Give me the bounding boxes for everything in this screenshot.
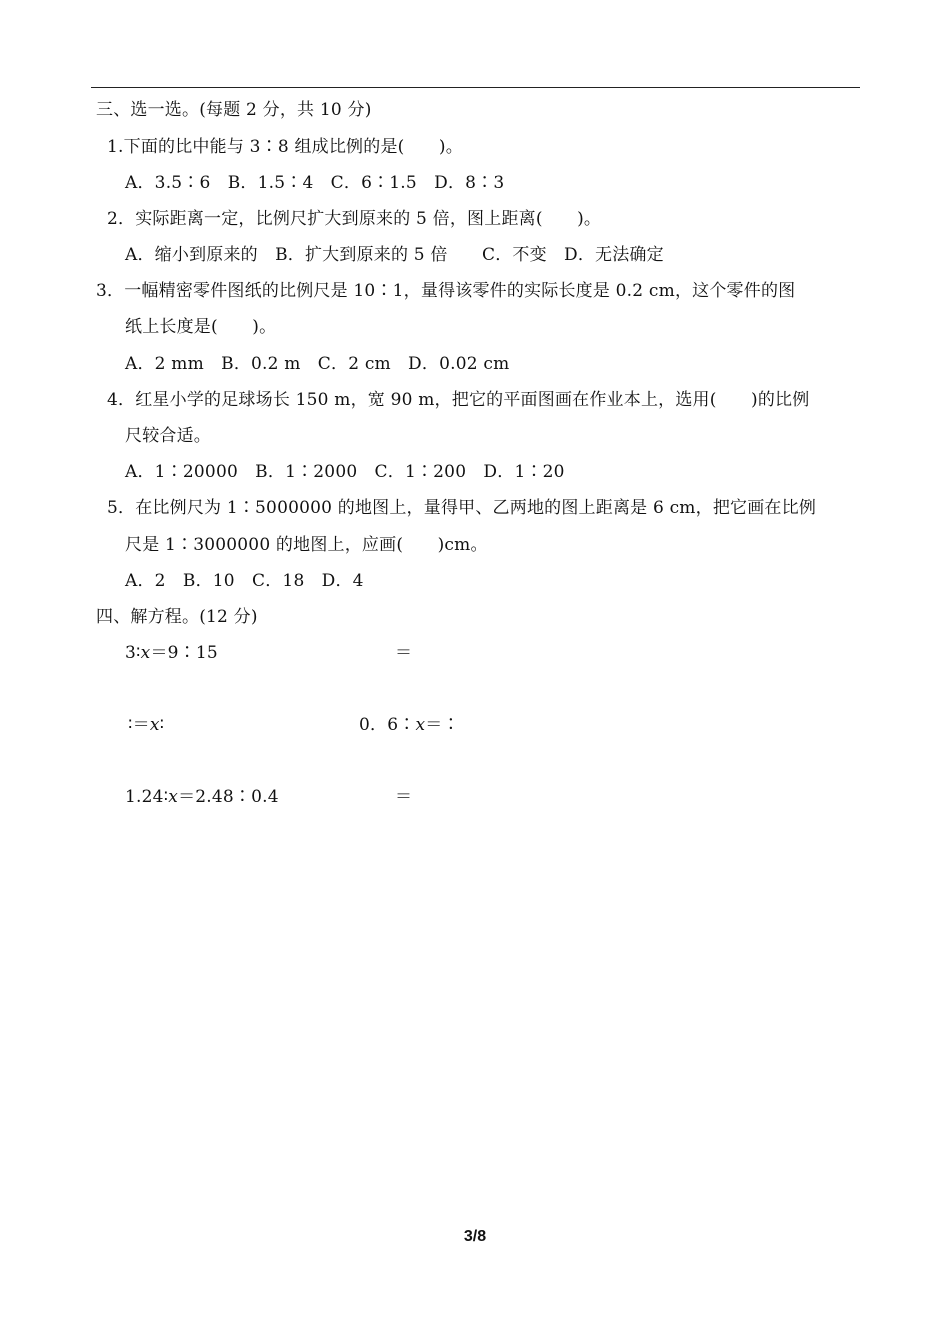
equation-1 [125,643,218,663]
question-4-options: A．1∶20000 B．1∶2000 C．1∶200 D．1∶20 [125,462,565,482]
question-1-options: A．3.5∶6 B．1.5∶4 C．6∶1.5 D．8∶3 [125,173,505,193]
equation-4 [359,715,460,735]
equation-5-variable: x [168,787,179,807]
header-rule [91,87,860,88]
equation-6-post: ＝ [395,787,413,807]
question-3-options: A．2 mm B．0.2 m C．2 cm D．0.02 cm [125,354,510,374]
section4-heading: 四、解方程。(12 分) [96,607,258,627]
equation-5 [125,787,279,807]
question-5-options: A．2 B．10 C．18 D．4 [125,571,364,591]
equation-5-post: ＝2.48∶0.4 [178,787,279,807]
equation-4-variable: x [415,715,426,735]
question-1-stem: 1.下面的比中能与 3∶8 组成比例的是( )。 [107,137,463,157]
question-5-stem-line1: 5．在比例尺为 1∶5000000 的地图上，量得甲、乙两地的图上距离是 6 cm，把它画在比例 [107,498,817,518]
question-2-stem: 2．实际距离一定，比例尺扩大到原来的 5 倍，图上距离( )。 [107,209,602,229]
question-3-stem-line2: 纸上长度是( )。 [125,317,277,337]
equation-6 [395,787,412,807]
equation-1-pre: 3∶ [125,643,141,663]
equation-5-pre: 1.24∶ [125,787,169,807]
equation-2 [395,643,412,663]
equation-1-variable: x [140,643,151,663]
page-number: 3/8 [463,1228,487,1245]
equation-3-post: ∶ [159,715,165,735]
question-3-stem-line1: 3．一幅精密零件图纸的比例尺是 10∶1，量得该零件的实际长度是 0.2 cm，这个零件的图 [96,281,796,301]
equation-4-pre: 0．6∶ [359,715,416,735]
equation-4-post: ＝∶ [425,715,460,735]
equation-3-pre: ∶＝ [128,715,150,735]
question-4-stem-line2: 尺较合适。 [125,426,211,446]
question-4-stem-line1: 4．红星小学的足球场长 150 m，宽 90 m，把它的平面图画在作业本上，选用( )的比例 [107,390,810,410]
equation-3-variable: x [149,715,160,735]
equation-3 [128,715,164,735]
equation-1-post: ＝9∶15 [150,643,218,663]
question-2-options: A．缩小到原来的 B．扩大到原来的 5 倍 C．不变 D．无法确定 [125,245,664,265]
equation-2-post: ＝ [395,643,413,663]
section3-heading: 三、选一选。(每题 2 分，共 10 分) [96,100,372,120]
question-5-stem-line2: 尺是 1∶3000000 的地图上，应画( )cm。 [125,535,488,555]
